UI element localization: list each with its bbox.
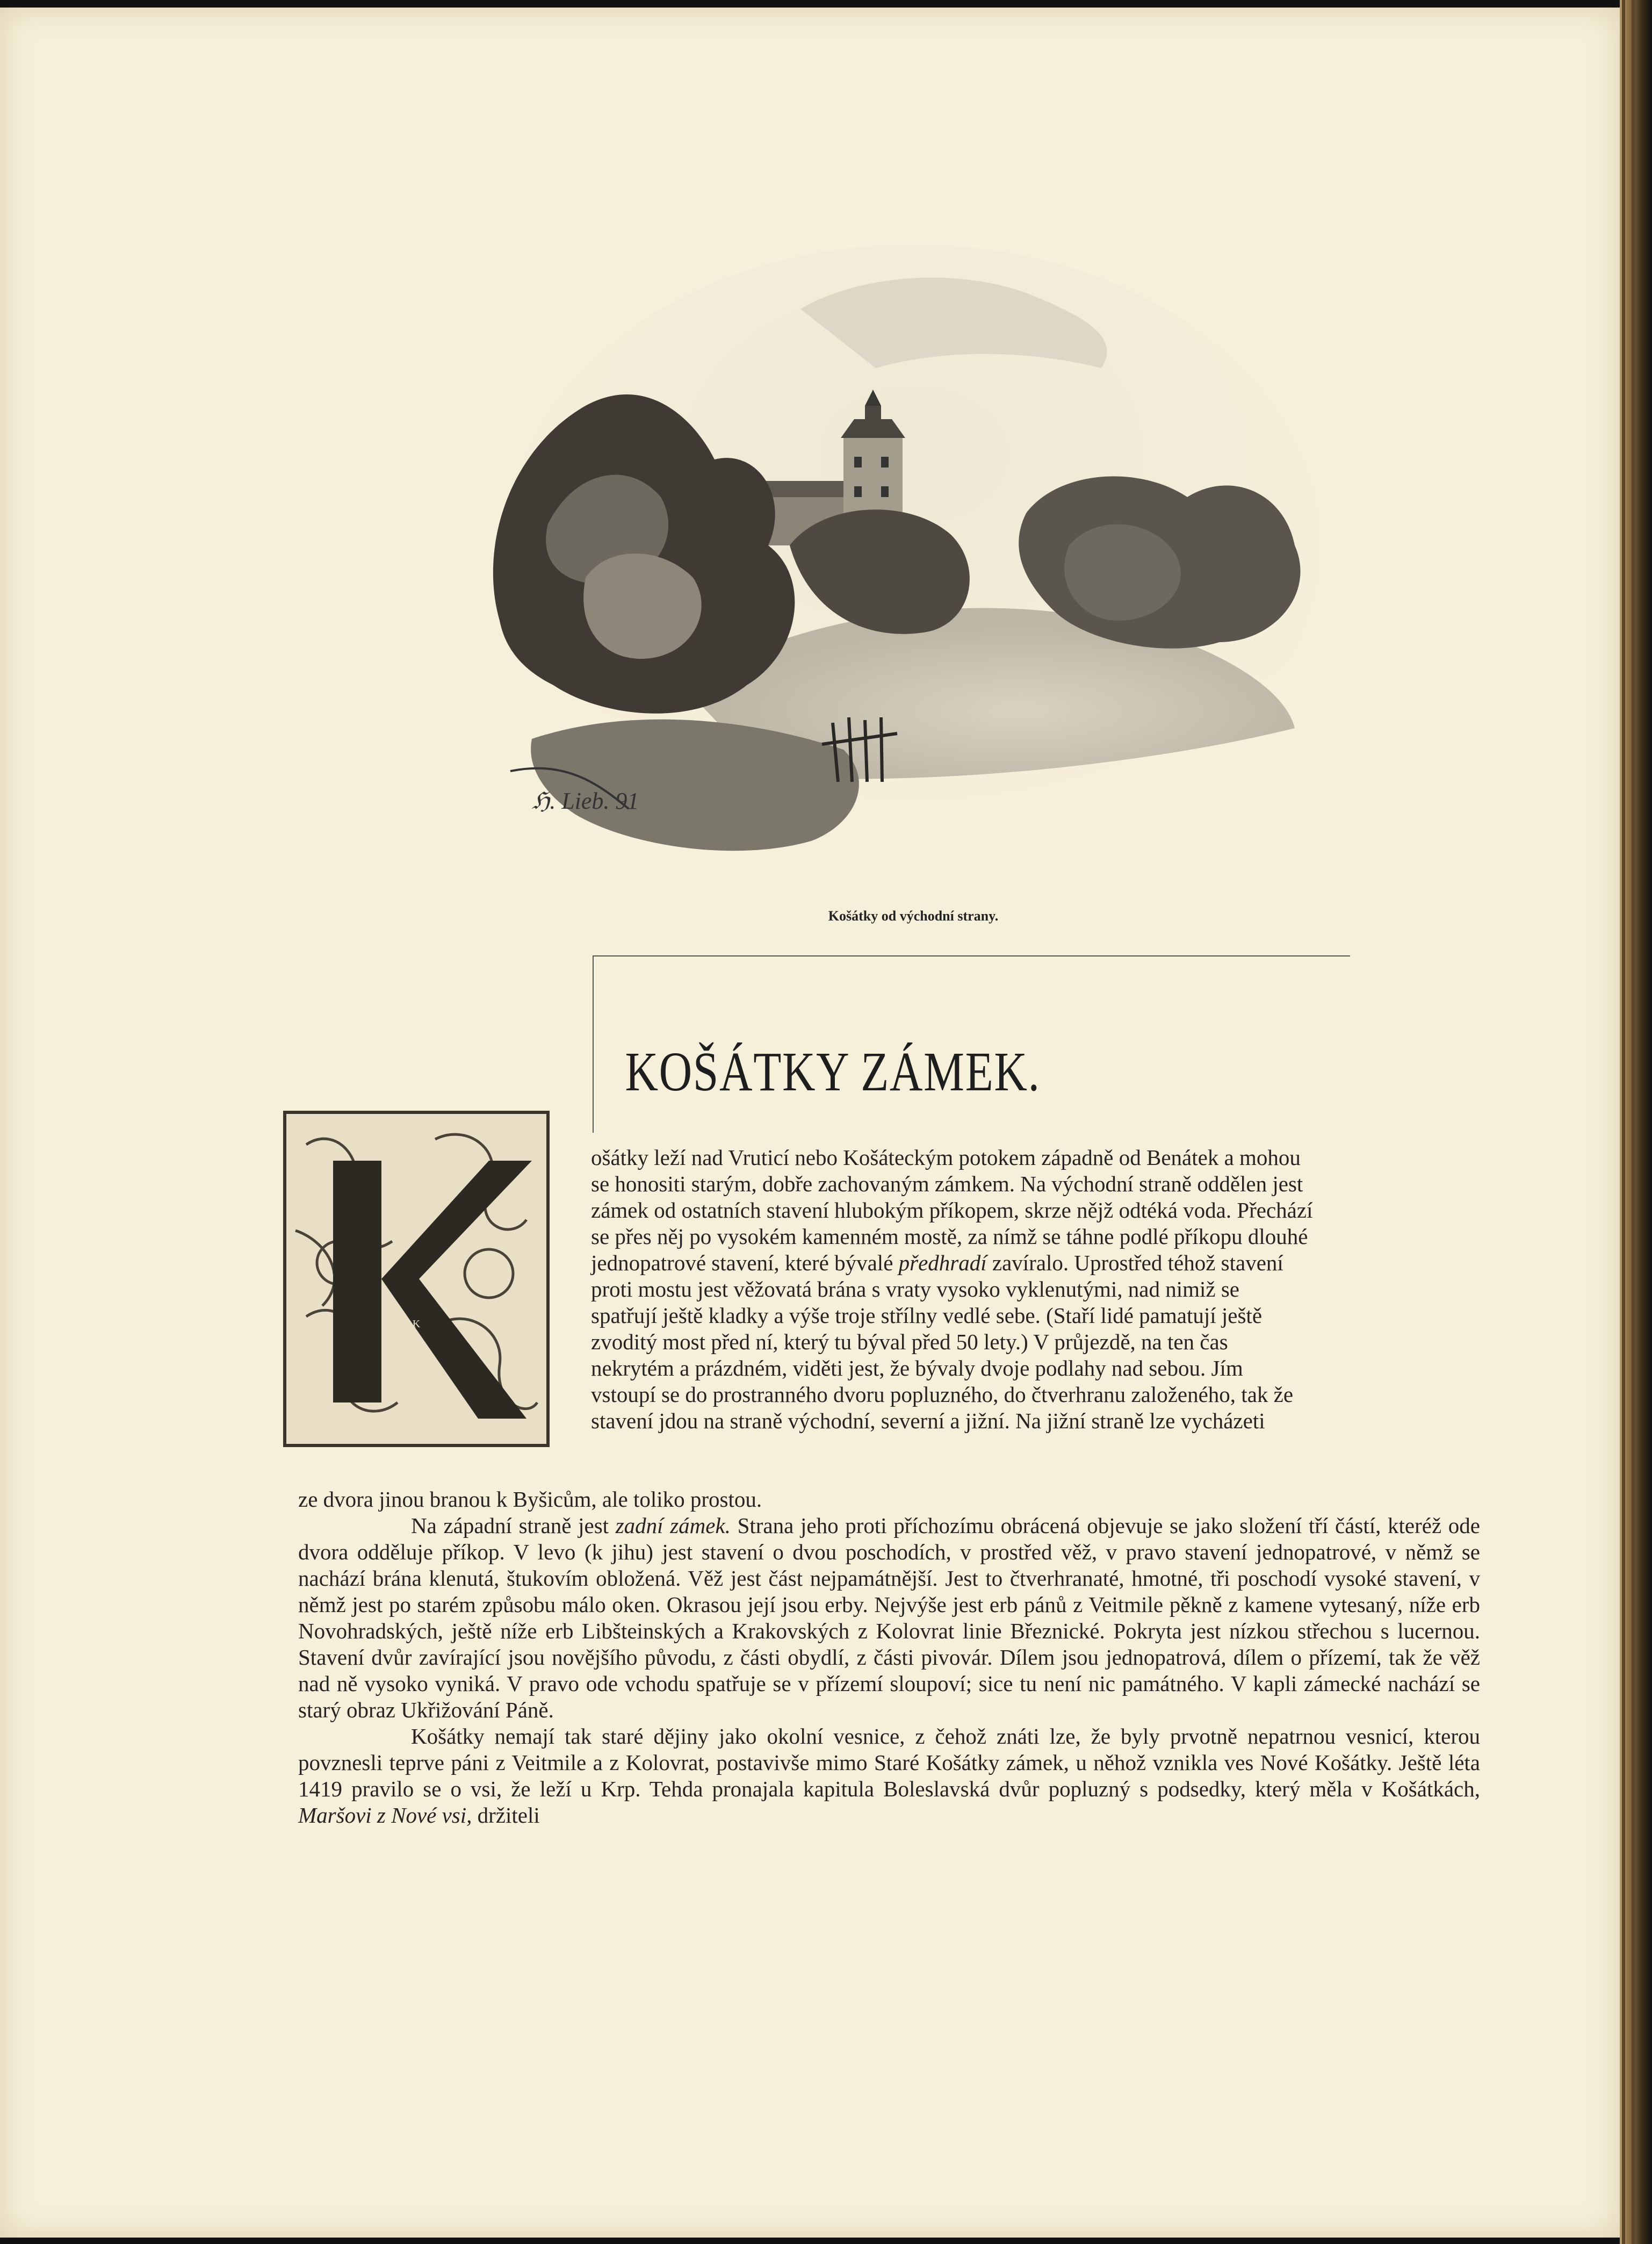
intro-line: proti mostu jest věžovatá brána s vraty vysoko vyklenutými, nad nimiž se — [591, 1277, 1239, 1301]
initial-letter: K — [412, 1318, 421, 1330]
italic-term: předhradí — [898, 1250, 987, 1275]
text-run: zavíralo. Uprostřed téhož stavení — [986, 1250, 1283, 1275]
intro-line: zámek od ostatních stavení hlubokým příkopem, skrze nějž odtéká voda. Přechází — [591, 1198, 1313, 1222]
intro-line: nekrytém a prázdném, viděti jest, že bývaly dvoje podlahy nad sebou. Jím — [591, 1356, 1243, 1380]
text-run: jednopatrové stavení, které bývalé — [591, 1250, 899, 1275]
edge-line — [1632, 0, 1635, 2244]
intro-line: zvoditý most před ní, který tu býval před 50 lety.) V průjezdě, na ten čas — [591, 1329, 1228, 1354]
intro-line — [591, 1250, 1480, 1276]
book-edge — [1620, 0, 1652, 2244]
castle-illustration — [467, 244, 1348, 895]
paragraph: ze dvora jinou branou k Byšicům, ale toliko prostou. — [298, 1487, 762, 1512]
page-title: KOŠÁTKY ZÁMEK. — [625, 1041, 1041, 1103]
intro-line: spatřují ještě kladky a výše troje střílny vedlé sebe. (Staří lidé pamatují ještě — [591, 1303, 1263, 1328]
intro-line: se přes něj po vysokém kamenném mostě, za nímž se táhne podlé příkopu dlouhé — [591, 1224, 1308, 1249]
illustration-caption: Košátky od východní strany. — [828, 908, 999, 924]
intro-line: stavení jdou na straně východní, severní a jižní. Na jižní straně lze vycházeti — [591, 1408, 1265, 1433]
decorated-initial-k — [274, 1102, 559, 1456]
intro-line: vstoupí se do prostranného dvoru popluzného, do čtverhranu založeného, tak že — [591, 1382, 1294, 1407]
text-run: Košátky nemají tak staré dějiny jako okolní vesnice, z čehož znáti lze, že byly prvotně nepatrnou vesnicí, kterou povznesli teprve páni z Veitmile a z Kolovrat, postavivše mimo Staré Košátky zámek, u něhož vznikla ves Nové Košátky. Ještě léta 1419 pravilo se o vsi, že leží u Krp. Tehda pronajala kapitula Boleslavská dvůr popluzný s podsedky, který měla v Košátkách, — [298, 1724, 1480, 1801]
artist-signature: ℌ. Lieb. 91 — [532, 788, 639, 814]
intro-line: ošátky leží nad Vruticí nebo Košáteckým potokem západně od Benátek a mohou — [591, 1145, 1301, 1170]
text-run: držiteli — [472, 1803, 540, 1828]
paragraph — [298, 1723, 1480, 1829]
text-run: Na západní straně jest — [411, 1513, 616, 1538]
body-column — [298, 1486, 1480, 1829]
italic-term: zadní zámek. — [615, 1513, 731, 1538]
frame-line-top — [593, 955, 1350, 956]
text-run: Strana jeho proti příchozímu obrácená objevuje se jako složení tří částí, kteréž ode dvora odděluje příkop. V levo (k jihu) jest stavení o dvou poschodích, v prostřed věž, v pravo stavení jednopatrové, v němž se nachází brána klenutá, štukovím obložená. Věž jest část nejpamátnější. Jest to čtverhranaté, hmotné, tři poschodí vysoké stavení, v němž jest po starém způsobu málo oken. Okrasou její jsou erby. Nejvýše jest erb pánů z Veitmile pěkně z kamene vytesaný, níže erb Novohradských, ještě níže erb Libšteinských a Krakovských z Kolovrat linie Březnické. Pokryta jest nízkou střechou s lucernou. Stavení dvůr zavírající jsou novějšího původu, z části obydlí, z části pivovár. Dílem jsou jednopatrová, dílem o přízemí, tak že věž nad ně vysoko vyniká. V pravo ode vchodu spatřuje se v přízemí sloupoví; sice tu není nic památného. V kapli zámecké nachází se starý obraz Ukřižování Páně. — [298, 1513, 1481, 1722]
italic-term: Maršovi z Nové vsi, — [298, 1803, 472, 1828]
intro-column — [591, 1145, 1480, 1434]
intro-line: se honositi starým, dobře zachovaným zámkem. Na východní straně oddělen jest — [591, 1171, 1303, 1196]
edge-line — [1622, 0, 1625, 2244]
paragraph — [298, 1513, 1480, 1723]
